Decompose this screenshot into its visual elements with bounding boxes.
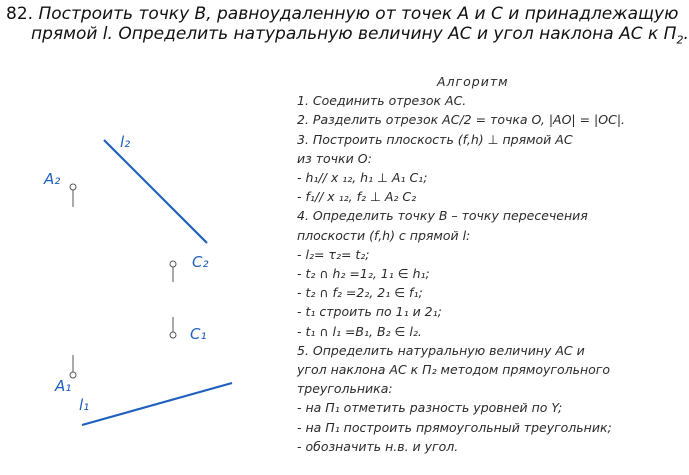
algorithm-line: - на П₁ отметить разность уровней по Y; (297, 400, 563, 416)
label-l2: l₂ (120, 133, 131, 151)
algorithm-line: 1. Соединить отрезок AC. (297, 93, 467, 109)
title-line-1-text: Построить точку B, равноудаленную от точек A и C и принадлежащую (38, 4, 679, 24)
algorithm-line: - t₂ ∩ f₂ =2₂, 2₁ ∈ f₁; (297, 285, 423, 301)
algorithm-line: 3. Построить плоскость (f,h) ⊥ прямой AC (297, 131, 573, 147)
algorithm-line: 5. Определить натуральную величину AC и (297, 342, 585, 358)
algorithm-line: - t₁ ∩ l₁ =B₁, B₂ ∈ l₂. (297, 323, 422, 339)
algorithm-block (297, 72, 662, 456)
algorithm-line: из точки O: (297, 150, 372, 166)
algorithm-heading: Алгоритм (437, 74, 509, 89)
title-line-2-end: . (683, 24, 689, 44)
point-a2 (70, 184, 76, 190)
point-c2 (170, 261, 176, 267)
algorithm-line: - f₁// x ₁₂, f₂ ⊥ A₂ C₂ (297, 189, 417, 205)
algorithm-line: плоскости (f,h) с прямой l: (297, 227, 471, 243)
line-l1 (82, 383, 232, 425)
algorithm-line: 2. Разделить отрезок AC/2 = точка O, |AO| = |OC|. (297, 112, 626, 128)
algorithm-line: - t₂ ∩ h₂ =1₂, 1₁ ∈ h₁; (297, 266, 430, 282)
label-c2: C₂ (192, 253, 209, 271)
algorithm-line: 4. Определить точку B – точку пересечения (297, 208, 588, 224)
algorithm-line: - t₁ строить по 1₁ и 2₁; (297, 304, 442, 320)
algorithm-line: угол наклона AC к П₂ методом прямоугольного (297, 362, 611, 378)
label-a1: A₁ (55, 377, 72, 395)
line-l2 (104, 140, 207, 243)
label-a2: A₂ (44, 170, 61, 188)
algorithm-line: - h₁// x ₁₂, h₁ ⊥ A₁ C₁; (297, 170, 428, 186)
problem-number: 82. (6, 4, 34, 24)
title-line-2-text: прямой l. Определить натуральную величину AC и угол наклона AC к П (31, 24, 677, 44)
algorithm-line: - обозначить н.в. и угол. (297, 438, 459, 454)
label-c1: C₁ (190, 325, 207, 343)
algorithm-line: треугольника: (297, 381, 393, 397)
point-c1 (170, 332, 176, 338)
label-l1: l₁ (79, 396, 90, 414)
algorithm-line: - на П₁ построить прямоугольный треугольник; (297, 419, 612, 435)
title-line-2-subscript: 2 (676, 33, 684, 47)
algorithm-line: - l₂= τ₂= t₂; (297, 246, 370, 262)
